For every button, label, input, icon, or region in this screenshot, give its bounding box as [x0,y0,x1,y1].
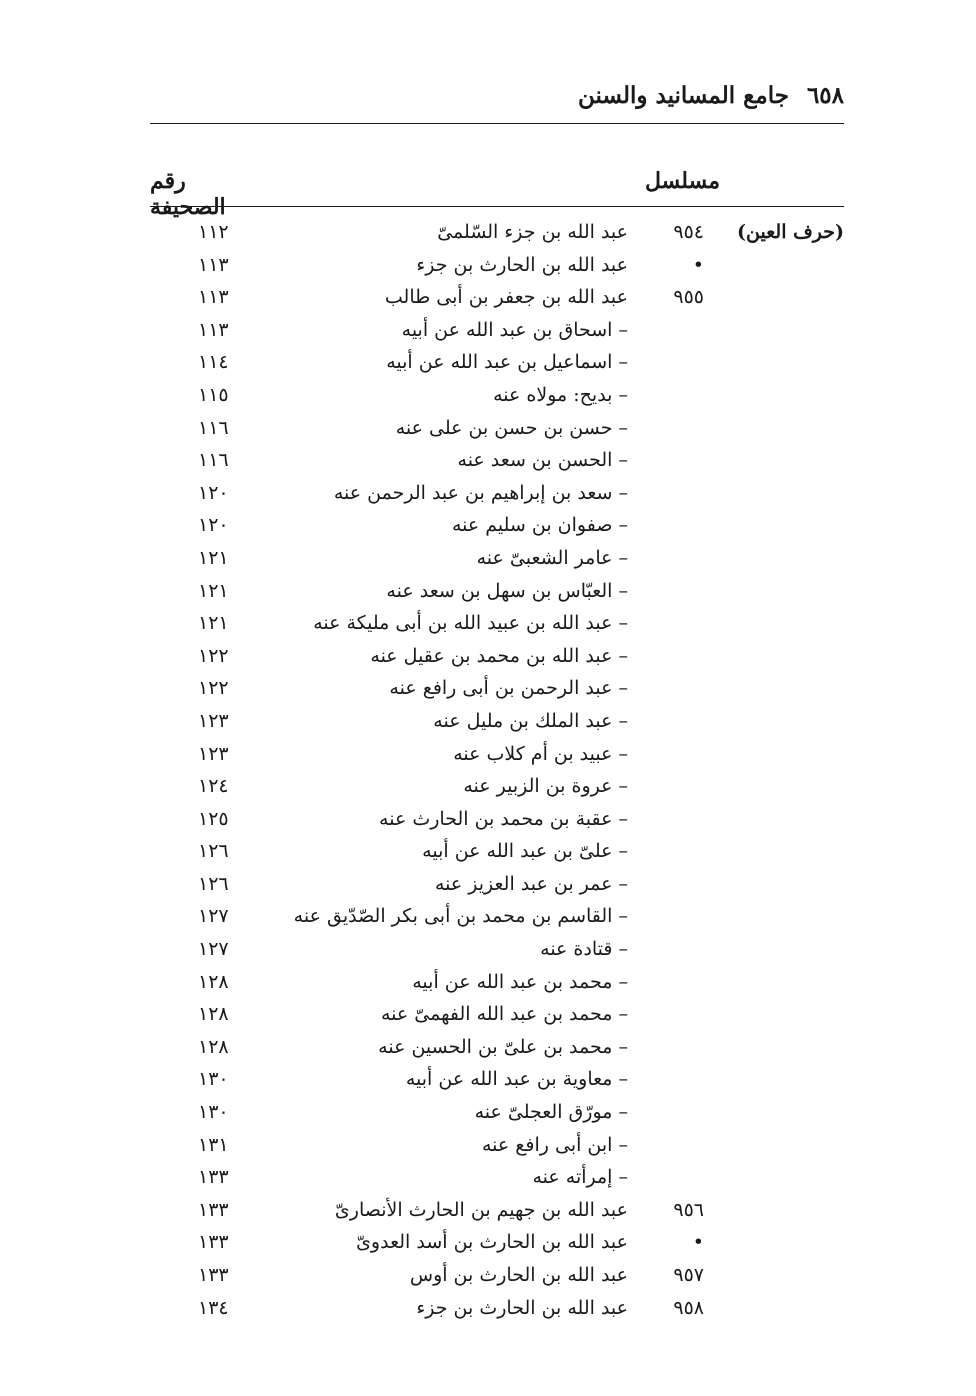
entry-page-number: ١٢٣ [198,709,229,732]
entry-name: – عبد الرحمن بن أبى رافع عنه [389,677,628,700]
entry-name: عبد الله بن جهيم بن الحارث الأنصارىّ [334,1198,628,1221]
index-entry-row [150,281,844,314]
index-entry-row [150,314,844,347]
index-entry-row [150,1096,844,1129]
entry-name: – عقبة بن محمد بن الحارث عنه [379,807,628,830]
index-entry-row [150,1063,844,1096]
entry-page-number: ١٣١ [198,1133,229,1156]
entry-page-number: ١٣٠ [198,1068,229,1091]
index-entry-row [150,1161,844,1194]
index-entry-row [150,216,844,249]
entry-page-number: ١٢٧ [198,905,229,928]
entry-name: – اسحاق بن عبد الله عن أبيه [401,318,628,341]
entry-page-number: ١٢٠ [198,481,229,504]
entry-page-number: ١٢١ [198,546,229,569]
index-entry-row [150,738,844,771]
entry-section: (حرف العين) [737,221,844,243]
entry-page-number: ١٣٣ [198,1231,229,1254]
index-entry-row [150,346,844,379]
header-rule [150,123,844,124]
entry-page-number: ١١٦ [198,449,229,472]
entry-name: – عمر بن عبد العزيز عنه [434,872,628,895]
entry-name: – القاسم بن محمد بن أبى بكر الصّدّيق عنه [293,905,628,928]
table-header-rule [150,206,844,207]
entry-page-number: ١٢٧ [198,938,229,961]
index-entry-row [150,900,844,933]
entry-page-number: ١١٢ [198,221,229,243]
entry-serial: ٩٥٦ [673,1198,704,1221]
entry-name: – سعد بن إبراهيم بن عبد الرحمن عنه [333,481,628,504]
entry-page-number: ١٢٥ [198,807,229,830]
page-number: ٦٥٨ [806,82,844,109]
index-entry-row [150,640,844,673]
entry-serial: ٩٥٥ [673,286,704,309]
entry-name: – علىّ بن عبد الله عن أبيه [422,840,628,863]
index-entry-row [150,1129,844,1162]
entry-name: – ابن أبى رافع عنه [482,1133,628,1156]
index-entry-row [150,607,844,640]
entry-name: – صفوان بن سليم عنه [451,514,628,537]
entry-name: عبد الله بن الحارث بن أسد العدوىّ [356,1231,628,1254]
entry-name: – اسماعيل بن عبد الله عن أبيه [386,351,628,374]
entry-page-number: ١١٣ [198,286,229,309]
entry-page-number: ١٢٦ [198,840,229,863]
index-entry-row [150,705,844,738]
entry-page-number: ١٢٦ [198,872,229,895]
index-entry-row [150,1259,844,1292]
index-entry-row [150,412,844,445]
entry-serial: ٩٥٧ [673,1264,704,1286]
entry-name: – محمد بن عبد الله الفهمىّ عنه [381,1003,628,1026]
book-title: جامع المسانيد والسنن [578,82,789,109]
entry-name: – بديح: مولاه عنه [493,383,628,406]
index-entry-row [150,1226,844,1259]
entry-page-number: ١٣٣ [198,1198,229,1221]
entry-serial: ٩٥٤ [673,221,704,243]
index-entry-row [150,803,844,836]
entry-name: عبد الله بن الحارث بن جزء [416,1296,628,1319]
index-entry-row [150,1194,844,1227]
index-entry-row [150,933,844,966]
index-entry-row [150,509,844,542]
entry-page-number: ١٢٤ [198,775,229,798]
entry-serial: • [692,253,704,276]
index-entry-row [150,868,844,901]
index-entry-row [150,542,844,575]
index-entry-row [150,379,844,412]
entry-name: – مورّق العجلىّ عنه [474,1101,628,1124]
entry-name: – عبد الله بن عبيد الله بن أبى مليكة عنه [313,612,628,635]
entry-page-number: ١١٤ [198,351,229,374]
entry-page-number: ١٣٠ [198,1101,229,1124]
entry-name: – عروة بن الزبير عنه [463,775,628,798]
entry-page-number: ١١٣ [198,253,229,276]
index-entry-row [150,835,844,868]
entry-name: – الحسن بن سعد عنه [457,449,628,472]
entry-name: – محمد بن علىّ بن الحسين عنه [378,1035,628,1058]
entry-page-number: ١١٥ [198,383,229,406]
running-head [578,82,844,109]
entry-name: – حسن بن حسن بن على عنه [395,416,628,439]
entry-name: – قتادة عنه [540,938,628,961]
entry-name: – العبّاس بن سهل بن سعد عنه [386,579,628,602]
index-entries [150,216,844,1324]
entry-name: عبد الله بن جزء السّلمىّ [437,221,628,243]
entry-name: – محمد بن عبد الله عن أبيه [412,970,628,993]
entry-serial: ٩٥٨ [673,1296,704,1319]
entry-page-number: ١٣٤ [198,1296,229,1319]
index-entry-row [150,249,844,282]
entry-page-number: ١١٣ [198,318,229,341]
entry-page-number: ١٢١ [198,579,229,602]
entry-name: – عبد الله بن محمد بن عقيل عنه [370,644,628,667]
entry-page-number: ١٢٨ [198,1035,229,1058]
index-entry-row [150,1031,844,1064]
entry-page-number: ١٢٨ [198,970,229,993]
index-entry-row [150,966,844,999]
entry-page-number: ١٢١ [198,612,229,635]
entry-serial: • [692,1231,704,1254]
index-entry-row [150,477,844,510]
entry-page-number: ١٢٨ [198,1003,229,1026]
entry-name: عبد الله بن الحارث بن جزء [416,253,628,276]
entry-page-number: ١٢٣ [198,742,229,765]
entry-page-number: ١٣٣ [198,1264,229,1286]
entry-page-number: ١٢٢ [198,677,229,700]
index-entry-row [150,998,844,1031]
index-entry-row [150,1292,844,1325]
index-entry-row [150,444,844,477]
entry-page-number: ١٢٠ [198,514,229,537]
page-column-header: رقم الصحيفة [150,168,226,220]
entry-page-number: ١١٦ [198,416,229,439]
serial-column-header: مسلسل [645,168,720,194]
entry-name: – عبيد بن أم كلاب عنه [453,742,628,765]
entry-name: عبد الله بن الحارث بن أوس [409,1264,628,1286]
index-entry-row [150,575,844,608]
index-entry-row [150,672,844,705]
entry-name: – عبد الملك بن مليل عنه [433,709,628,732]
index-entry-row [150,770,844,803]
entry-name: – عامر الشعبىّ عنه [476,546,628,569]
entry-name: – معاوية بن عبد الله عن أبيه [405,1068,628,1091]
entry-page-number: ١٣٣ [198,1166,229,1189]
entry-name: عبد الله بن جعفر بن أبى طالب [384,286,628,309]
entry-page-number: ١٢٢ [198,644,229,667]
entry-name: – إمرأته عنه [532,1166,628,1189]
